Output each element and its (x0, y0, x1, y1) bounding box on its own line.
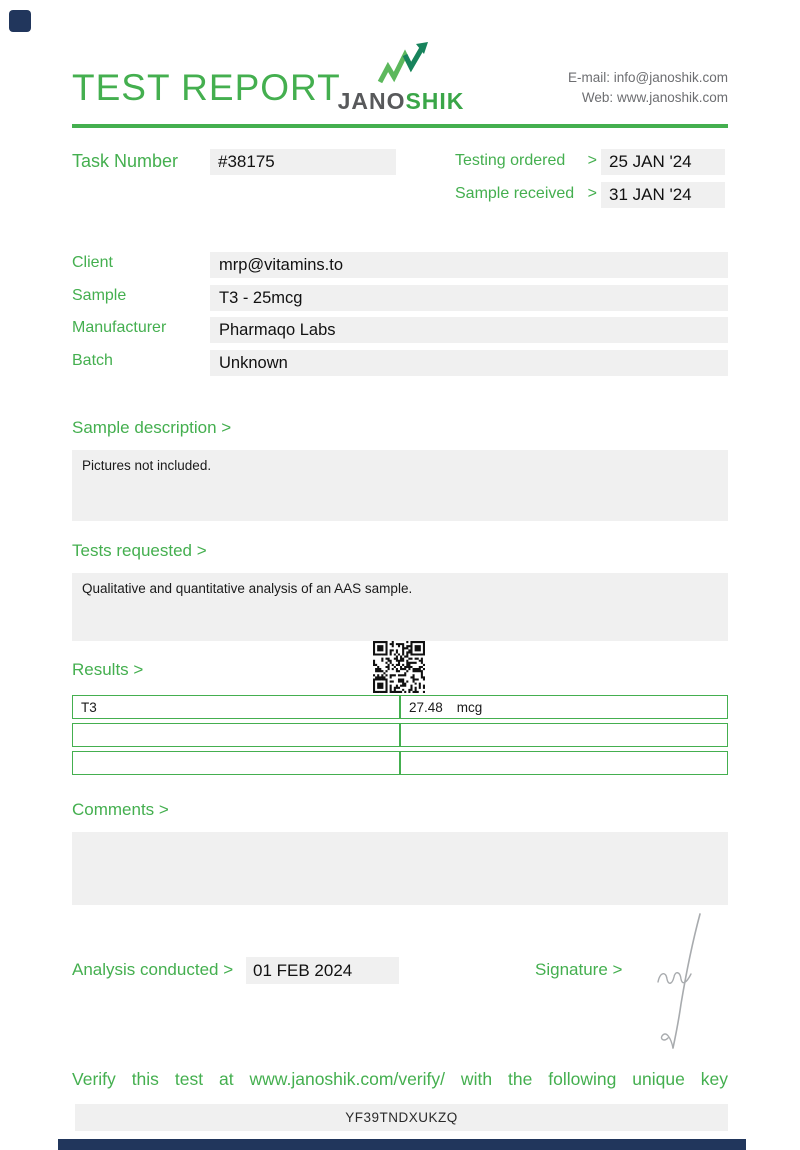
contact-block (568, 68, 728, 108)
results-table (72, 691, 728, 779)
signature-image (638, 910, 710, 1052)
sample-received-label: Sample received > (455, 185, 597, 202)
logo-text-shik: SHIK (405, 88, 465, 114)
sample-value: T3 - 25mcg (210, 285, 728, 311)
corner-mark (9, 10, 31, 32)
qr-code (373, 641, 425, 693)
testing-ordered-value: 25 JAN '24 (601, 149, 725, 175)
verify-text: Verify this test at www.janoshik.com/verify/ with the following unique key (72, 1069, 728, 1089)
sample-received-value: 31 JAN '24 (601, 182, 725, 208)
task-number-value: #38175 (210, 149, 396, 175)
analysis-date-value: 01 FEB 2024 (246, 957, 399, 984)
contact-web-line (568, 88, 728, 108)
logo-wordmark (336, 88, 466, 115)
result-row (72, 695, 728, 719)
janoshik-logo (336, 42, 466, 115)
tests-requested-text: Qualitative and quantitative analysis of an AAS sample. (82, 581, 413, 596)
batch-value: Unknown (210, 350, 728, 376)
sample-label: Sample (72, 287, 127, 304)
analysis-conducted-label: Analysis conducted > (72, 960, 234, 979)
comments-heading: Comments > (72, 800, 169, 819)
result-value-cell (400, 723, 728, 747)
result-value-cell (400, 751, 728, 775)
unique-key-box: YF39TNDXUKZQ (75, 1104, 728, 1131)
arrow-glyph: > (587, 152, 597, 169)
result-value-cell (400, 695, 728, 719)
tests-requested-heading: Tests requested > (72, 541, 207, 560)
web-label: Web: (581, 90, 614, 105)
result-unit: mcg (456, 699, 483, 715)
chart-arrow-icon (372, 42, 430, 86)
result-substance-cell: T3 (72, 695, 400, 719)
sample-description-heading: Sample description > (72, 418, 232, 437)
contact-email-line (568, 68, 728, 88)
result-substance-cell (72, 723, 400, 747)
footer-bar (58, 1139, 746, 1150)
task-number-label: Task Number (72, 151, 179, 171)
sample-description-box (72, 450, 728, 521)
arrow-glyph: > (587, 185, 597, 202)
result-row (72, 751, 728, 775)
tests-requested-box (72, 573, 728, 641)
result-row (72, 723, 728, 747)
header-divider (72, 124, 728, 128)
batch-label: Batch (72, 352, 113, 369)
manufacturer-value: Pharmaqo Labs (210, 317, 728, 343)
signature-label: Signature > (535, 960, 623, 979)
client-value: mrp@vitamins.to (210, 252, 728, 278)
testing-ordered-label: Testing ordered > (455, 152, 597, 169)
results-heading: Results > (72, 660, 144, 679)
result-substance-cell (72, 751, 400, 775)
logo-text-jano: JANO (337, 88, 406, 114)
result-value: 27.48 (409, 699, 443, 715)
page-title: TEST REPORT (72, 67, 341, 108)
client-label: Client (72, 254, 113, 271)
sample-description-text: Pictures not included. (82, 458, 212, 473)
comments-box (72, 832, 728, 905)
web-value: www.janoshik.com (616, 90, 728, 105)
manufacturer-label: Manufacturer (72, 319, 167, 336)
email-label: E-mail: (567, 70, 610, 85)
email-value: info@janoshik.com (613, 70, 728, 85)
